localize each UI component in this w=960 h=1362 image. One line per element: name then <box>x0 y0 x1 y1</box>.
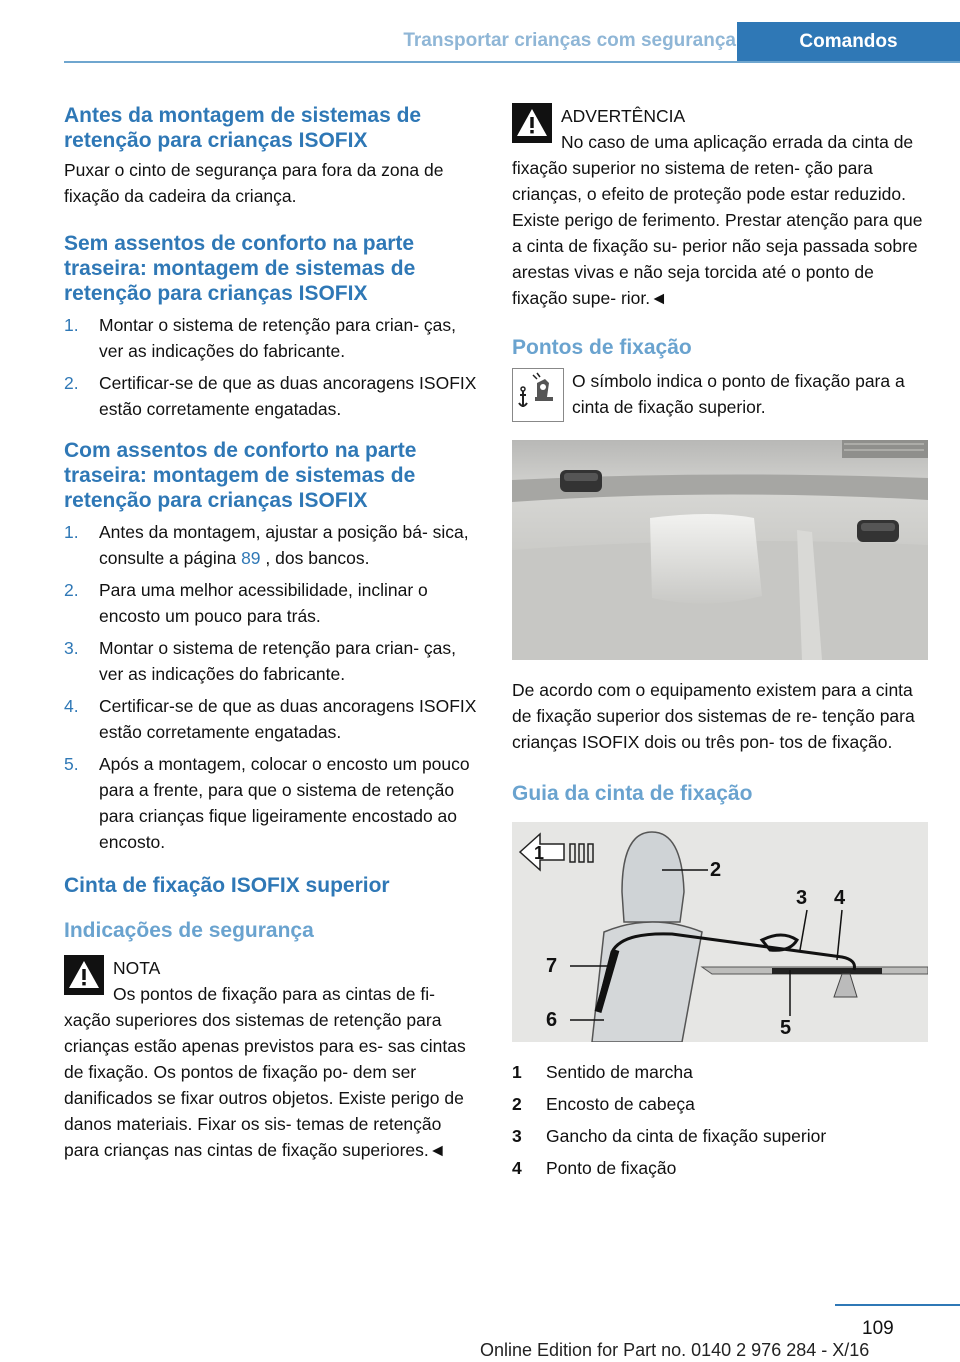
heading-strap-routing: Guia da cinta de fixação <box>512 782 753 805</box>
diagram-legend <box>512 1059 928 1181</box>
list-item: 2. Certificar-se de que as duas ancoragens ISOFIX estão corretamente engatadas. <box>64 373 477 419</box>
rear-anchor-photo <box>512 440 928 660</box>
list-item: 3. Montar o sistema de retenção para crian- ças, ver as indicações do fabricante. <box>64 638 456 684</box>
steps-with-comfort-seats <box>64 519 480 855</box>
diagram-label-5: 5 <box>780 1017 792 1039</box>
diagram-label-7: 7 <box>546 955 558 977</box>
list-item: 2. Para uma melhor acessibilidade, inclinar o encosto um pouco para trás. <box>64 580 428 626</box>
footer-rule <box>835 1304 960 1306</box>
diagram-label-6: 6 <box>546 1009 558 1031</box>
legend-item: 4 Ponto de fixação <box>512 1158 677 1178</box>
footer-edition: Online Edition for Part no. 0140 2 976 284 - X/16 <box>480 1340 870 1360</box>
diagram-label-4: 4 <box>834 887 846 909</box>
heading-anchor-points: Pontos de fixação <box>512 336 692 359</box>
warning-title: ADVERTÊNCIA <box>561 106 686 126</box>
note-title: NOTA <box>113 958 161 978</box>
paragraph-pull-belt: Puxar o cinto de segurança para fora da zona de fixação da cadeira da criança. <box>64 160 444 206</box>
right-column <box>512 103 928 1187</box>
warning-triangle-icon <box>64 955 104 995</box>
heading-without-comfort-seats: Sem assentos de conforto na parte traseira: montagem de sistemas de retenção para crianças ISOFIX <box>64 232 416 305</box>
heading-isofix-top-tether: Cinta de fixação ISOFIX superior <box>64 874 390 897</box>
legend-item: 1 Sentido de marcha <box>512 1062 693 1082</box>
symbol-description: O símbolo indica o ponto de fixação para a cinta de fixação superior. <box>572 371 905 417</box>
list-item: 5. Após a montagem, colocar o encosto um pouco para a frente, para que o sistema de retenção para crianças fique ligeiramente encostado ao encosto. <box>64 754 470 852</box>
steps-without-comfort-seats <box>64 312 480 422</box>
heading-safety-notes: Indicações de segurança <box>64 919 314 942</box>
page-link-89[interactable]: 89 <box>241 548 261 568</box>
strap-routing-diagram <box>512 822 928 1042</box>
page-number: 109 <box>862 1318 894 1339</box>
heading-with-comfort-seats: Com assentos de conforto na parte traseira: montagem de sistemas de retenção para crianças ISOFIX <box>64 439 417 512</box>
child-seat-anchor-icon <box>512 368 564 422</box>
warning-triangle-icon <box>512 103 552 143</box>
symbol-row <box>512 368 928 422</box>
list-item: 1. Antes da montagem, ajustar a posição bá- sica, consulte a página 89 , dos bancos. <box>64 522 469 568</box>
list-item: 1. Montar o sistema de retenção para crian- ças, ver as indicações do fabricante. <box>64 315 456 361</box>
running-header-section: Transportar crianças com segurança <box>403 30 736 51</box>
warning-text: No caso de uma aplicação errada da cinta de fixação superior no sistema de reten- ção para crianças, o efeito de proteção pode estar reduzido. Existe perigo de ferimento. Prestar atenção para que a cinta de fixação su- perior não seja passada sobre arestas vivas e não seja torcida até o ponto de fixação supe- rior.◄ <box>512 132 923 308</box>
heading-before-mounting: Antes da montagem de sistemas de retenção para crianças ISOFIX <box>64 104 422 152</box>
diagram-label-2: 2 <box>710 859 722 881</box>
note-box <box>64 955 480 1163</box>
diagram-label-3: 3 <box>796 887 808 909</box>
legend-item: 3 Gancho da cinta de fixação superior <box>512 1126 827 1146</box>
note-text: Os pontos de fixação para as cintas de fi- xação superiores dos sistemas de retenção para crianças estão apenas previstos para es- sas cintas de fixação. Os pontos de fixação po- dem ser danificados se fixar outros objetos. Existe perigo de danos materiais. Fixar os sis- temas de retenção para crianças nas cintas de fixação superiores.◄ <box>64 984 466 1160</box>
legend-item: 2 Encosto de cabeça <box>512 1094 695 1114</box>
paragraph-anchor-count: De acordo com o equipamento existem para a cinta de fixação superior dos sistemas de re- tenção para crianças ISOFIX dois ou três pon- tos de fixação. <box>512 680 915 752</box>
list-item: 4. Certificar-se de que as duas ancoragens ISOFIX estão corretamente engatadas. <box>64 696 477 742</box>
left-column <box>64 103 480 1163</box>
header-rule <box>64 61 960 63</box>
warning-box <box>512 103 928 311</box>
chapter-tab[interactable]: Comandos <box>737 22 960 62</box>
diagram-label-1: 1 <box>534 843 545 863</box>
